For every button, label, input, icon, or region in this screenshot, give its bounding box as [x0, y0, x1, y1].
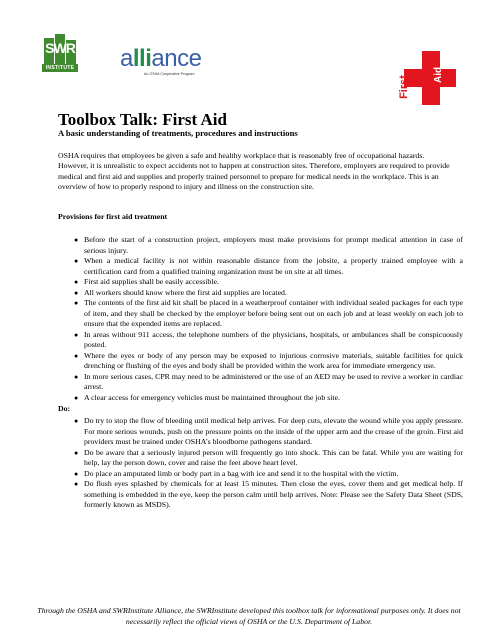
footer-disclaimer: Through the OSHA and SWRInstitute Alliance, the SWRInstitute developed this toolbox talk for informational purposes only. It does not necessarily reflect the official views of OSHA or the U.S. Department of Labor. — [37, 606, 461, 626]
list-item: ● First aid supplies shall be easily accessible. — [74, 277, 219, 286]
list-item: ● A clear access for emergency vehicles must be maintained throughout the job site. — [74, 392, 340, 402]
list-item: ● In more serious cases, CPR may need to be administered or the use of an AED may be used to revive a worker in cardiac arrest. — [74, 371, 463, 391]
list-item: ● In areas without 911 access, the telephone numbers of the physicians, hospitals, or ambulances shall be conspicuously posted. — [74, 329, 463, 349]
provisions-heading: Provisions for first aid treatment — [58, 212, 168, 221]
list-item: ● Do place an amputated limb or body part in a bag with ice and send it to the hospital with the victim. — [74, 468, 399, 478]
bullet-icon: ● — [74, 351, 79, 360]
bullet-icon: ● — [74, 469, 79, 478]
list-item: ● Do be aware that a seriously injured person will frequently go into shock. This can be fatal. While you are waiting for help, lay the person down, cover and raise the feet above heart level. — [74, 447, 463, 467]
first-aid-word-first: First — [397, 75, 410, 99]
bullet-icon: ● — [74, 393, 79, 402]
bullet-icon: ● — [74, 288, 79, 297]
list-item: ● All workers should know where the first aid supplies are located. — [74, 287, 287, 297]
bullet-icon: ● — [74, 417, 79, 425]
list-item: ● Where the eyes or body of any person may be exposed to injurious corrosive materials, suitable facilities for quick drenching or flushing of the eyes and body shall be provided within the work area for immediate emergency use. — [74, 350, 463, 370]
provisions-list — [58, 235, 463, 403]
first-aid-cross-icon — [397, 47, 454, 107]
bullet-icon: ● — [74, 299, 79, 307]
list-item: ● Do flush eyes splashed by chemicals for at least 15 minutes. Then close the eyes, cover them and get medical help. If something is embedded in the eye, keep the person calm until help arrives. Note: Please see the Safety Data Sheet (SDS, formerly known as MSDS). — [74, 479, 463, 509]
alliance-logo — [120, 47, 220, 79]
alliance-tagline: An OSHA Cooperative Program — [144, 72, 195, 76]
do-list — [58, 416, 463, 511]
list-item: ● Do try to stop the flow of bleeding until medical help arrives. For deep cuts, elevate the wound while you apply pressure. For more serious wounds, push on the pressure points on the inside of the upper arm and the crease of the groin. First aid providers must be trained under OSHA’s bloodborne pathogens standard. — [74, 416, 463, 446]
list-item: ● When a medical facility is not within reasonable distance from the jobsite, a properly trained employee with a certification card from a qualified training organization must be on site at all times. — [74, 256, 463, 276]
list-item: ● Before the start of a construction project, employers must make provisions for prompt medical attention in case of serious injury. — [74, 235, 463, 255]
intro-paragraph: OSHA requires that employees be given a safe and healthy workplace that is reasonably free of occupational hazards. However, it is unrealistic to expect accidents not to happen at construction sites. Therefore, employers are required to provide medical and first aid and supplies and properly trained personnel to prepare for medical needs in the workplace. This is an overview of how to properly respond to injury and illness on the construction site. — [58, 151, 450, 192]
swr-institute-logo — [42, 34, 78, 72]
list-item: ● The contents of the first aid kit shall be placed in a weatherproof container with individual sealed packages for each type of item, and they shall be checked by the employer before being sent out on each job and at least weekly on each job to ensure that the expended items are replaced. — [74, 298, 463, 328]
swr-logo-letters: SWR — [45, 40, 75, 56]
bullet-icon: ● — [74, 372, 79, 381]
page-subtitle: A basic understanding of treatments, procedures and instructions — [58, 128, 298, 138]
first-aid-word-aid: Aid — [433, 66, 444, 83]
swr-logo-band: INSTITUTE — [42, 64, 78, 72]
bullet-icon: ● — [74, 480, 79, 488]
page-title: Toolbox Talk: First Aid — [58, 110, 227, 129]
bullet-icon: ● — [74, 448, 79, 457]
bullet-icon: ● — [74, 236, 79, 244]
bullet-icon: ● — [74, 278, 79, 286]
do-heading: Do: — [58, 404, 71, 413]
alliance-wordmark: alliance — [120, 45, 202, 72]
bullet-icon: ● — [74, 257, 79, 265]
bullet-icon: ● — [74, 330, 79, 339]
